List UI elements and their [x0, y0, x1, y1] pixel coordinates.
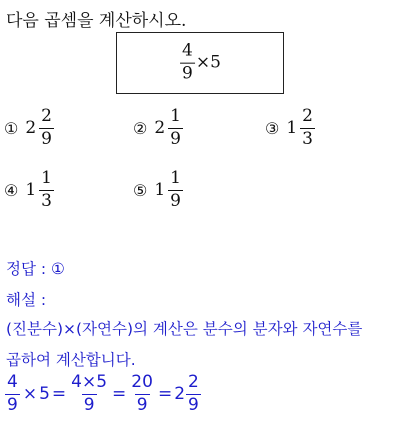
option-3[interactable] [265, 108, 316, 149]
whole-part: 1 [286, 118, 298, 139]
fraction [300, 108, 315, 149]
denominator: 9 [188, 394, 199, 415]
fraction [129, 374, 155, 415]
numerator: 1 [41, 168, 52, 188]
denominator: 9 [83, 394, 95, 415]
factor: 5 [39, 384, 50, 405]
numerator: 20 [131, 372, 153, 392]
factor: 5 [210, 53, 221, 73]
fraction [5, 374, 20, 415]
numerator: 2 [302, 106, 313, 126]
option-4[interactable] [4, 170, 55, 211]
denominator: 9 [41, 128, 52, 149]
whole-part: 1 [154, 180, 166, 201]
fraction [39, 170, 54, 211]
answer-value: ① [51, 260, 65, 278]
fraction [180, 40, 195, 84]
fraction [168, 170, 183, 211]
equals-sign: = [51, 384, 67, 405]
option-number: ② [133, 118, 148, 138]
mixed-number [286, 108, 316, 149]
fraction [168, 108, 183, 149]
whole-part: 2 [154, 118, 166, 139]
times-sign: × [195, 53, 211, 73]
expression [179, 40, 221, 84]
numerator: 4 [7, 372, 18, 392]
mixed-number [154, 170, 184, 211]
denominator: 9 [7, 394, 18, 415]
option-number: ③ [265, 118, 280, 138]
numerator: 4×5 [71, 372, 108, 392]
option-number: ⑤ [133, 180, 148, 200]
fraction [69, 374, 109, 415]
explanation-label: 해설 : [6, 291, 47, 309]
fraction [186, 374, 201, 415]
option-5[interactable] [133, 170, 184, 211]
option-2[interactable] [133, 108, 184, 149]
answer-label: 정답 : [6, 260, 47, 278]
option-number: ① [4, 118, 19, 138]
explanation-line-1: (진분수)×(자연수)의 계산은 분수의 분자와 자연수를 [6, 320, 363, 338]
answer-line [6, 257, 65, 279]
whole-part: 1 [25, 180, 37, 201]
whole-part: 2 [174, 384, 186, 405]
option-number: ④ [4, 180, 19, 200]
numerator: 1 [170, 168, 181, 188]
mixed-number [25, 108, 55, 149]
denominator: 3 [41, 190, 52, 211]
expression-box [116, 32, 284, 94]
option-1[interactable] [4, 108, 55, 149]
question-text: 다음 곱셈을 계산하시오. [6, 11, 187, 31]
explanation-calculation [4, 374, 202, 415]
numerator: 2 [188, 372, 199, 392]
mixed-number [154, 108, 184, 149]
fraction [39, 108, 54, 149]
numerator: 4 [182, 40, 193, 61]
denominator: 9 [170, 190, 181, 211]
numerator: 2 [41, 106, 52, 126]
mixed-number [25, 170, 55, 211]
denominator: 3 [302, 128, 313, 149]
whole-part: 2 [25, 118, 37, 139]
denominator: 9 [182, 63, 193, 84]
denominator: 9 [170, 128, 181, 149]
equals-sign: = [112, 384, 127, 405]
times-sign: × [22, 384, 38, 405]
equals-sign: = [157, 384, 173, 405]
numerator: 1 [170, 106, 181, 126]
denominator: 9 [136, 394, 148, 415]
explanation-line-2: 곱하여 계산합니다. [6, 351, 136, 369]
